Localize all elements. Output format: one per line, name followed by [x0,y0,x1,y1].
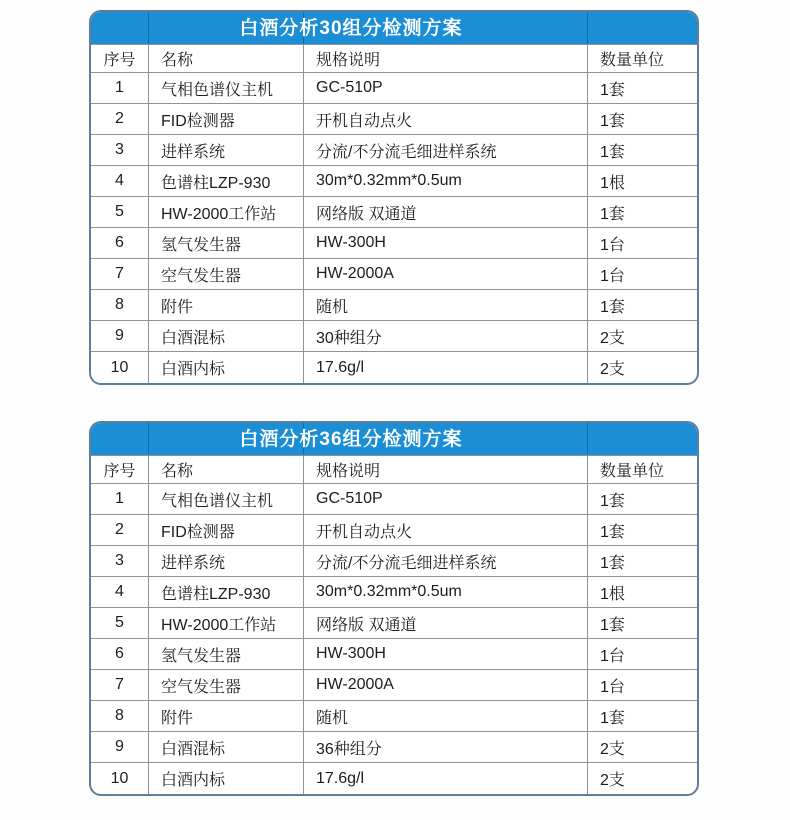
cell-index: 10 [91,763,149,794]
table-row [91,546,697,577]
cell-index: 5 [91,608,149,638]
col-header-qty: 数量单位 [600,463,665,480]
cell-spec: 随机 [304,701,588,731]
table-row [91,484,697,515]
cell-name: FID检测器 [149,104,304,134]
cell-spec: HW-2000A [304,259,588,289]
cell-index: 4 [91,166,149,196]
cell-index: 7 [91,259,149,289]
col-header-name: 名称 [149,456,304,483]
cell-name: HW-2000工作站 [149,608,304,638]
cell-qty: 2支 [600,740,625,758]
plan-table-30-components [89,10,699,385]
cell-qty: 1套 [600,112,625,130]
cell-index: 7 [91,670,149,700]
cell-index: 8 [91,701,149,731]
cell-index: 3 [91,546,149,576]
cell-spec: 17.6g/l [304,763,588,794]
table-row [91,732,697,763]
cell-spec: 随机 [304,290,588,320]
table-row [91,73,697,104]
cell-spec: 30m*0.32mm*0.5um [304,577,588,607]
col-header-name: 名称 [149,45,304,72]
table-body [91,73,697,383]
cell-qty: 1套 [600,205,625,223]
cell-spec: 分流/不分流毛细进样系统 [304,546,588,576]
cell-name: 附件 [149,290,304,320]
cell-spec: GC-510P [304,484,588,514]
cell-spec: 网络版 双通道 [304,197,588,227]
table-row [91,135,697,166]
cell-name: 气相色谱仪主机 [149,484,304,514]
col-header-qty: 数量单位 [600,52,665,69]
cell-qty: 1套 [600,709,625,727]
cell-spec: 36种组分 [304,732,588,762]
cell-name: 空气发生器 [149,259,304,289]
cell-spec: HW-300H [304,228,588,258]
cell-name: 色谱柱LZP-930 [149,577,304,607]
cell-name: 白酒混标 [149,321,304,351]
cell-spec: 17.6g/l [304,352,588,383]
table-row [91,701,697,732]
cell-spec: GC-510P [304,73,588,103]
table-title: 白酒分析36组分检测方案 [239,429,463,450]
col-header-spec: 规格说明 [304,456,588,483]
cell-spec: 网络版 双通道 [304,608,588,638]
col-header-index: 序号 [91,456,149,483]
cell-name: 附件 [149,701,304,731]
cell-name: 白酒内标 [149,352,304,383]
cell-name: 白酒内标 [149,763,304,794]
cell-qty: 1根 [600,585,625,603]
cell-name: FID检测器 [149,515,304,545]
cell-index: 3 [91,135,149,165]
table-row [91,166,697,197]
table-title: 白酒分析30组分检测方案 [239,18,463,39]
cell-index: 9 [91,321,149,351]
col-header-index: 序号 [91,45,149,72]
cell-name: 空气发生器 [149,670,304,700]
cell-qty: 1套 [600,492,625,510]
table-row [91,197,697,228]
table-row [91,228,697,259]
cell-name: 氢气发生器 [149,228,304,258]
cell-index: 2 [91,104,149,134]
table-header-row [91,456,697,484]
table-row [91,259,697,290]
cell-qty: 1台 [600,647,625,665]
table-row [91,321,697,352]
cell-qty: 2支 [600,361,625,378]
cell-qty: 1套 [600,616,625,634]
table-row [91,515,697,546]
cell-qty: 1套 [600,143,625,161]
cell-index: 4 [91,577,149,607]
table-row [91,290,697,321]
cell-spec: HW-300H [304,639,588,669]
cell-qty: 1套 [600,298,625,316]
cell-qty: 1套 [600,523,625,541]
table-row [91,763,697,794]
table-row [91,608,697,639]
cell-index: 5 [91,197,149,227]
cell-name: 白酒混标 [149,732,304,762]
table-row [91,639,697,670]
cell-qty: 1套 [600,81,625,99]
cell-name: 进样系统 [149,135,304,165]
cell-index: 9 [91,732,149,762]
table-header-row [91,45,697,73]
cell-qty: 1根 [600,174,625,192]
cell-qty: 1套 [600,554,625,572]
table-title-bar [91,423,697,456]
cell-spec: 开机自动点火 [304,515,588,545]
cell-index: 2 [91,515,149,545]
table-row [91,104,697,135]
cell-index: 10 [91,352,149,383]
cell-name: HW-2000工作站 [149,197,304,227]
cell-spec: 30m*0.32mm*0.5um [304,166,588,196]
cell-name: 氢气发生器 [149,639,304,669]
cell-index: 1 [91,484,149,514]
table-body [91,484,697,794]
table-title-bar [91,12,697,45]
cell-qty: 1台 [600,678,625,696]
cell-name: 气相色谱仪主机 [149,73,304,103]
cell-name: 进样系统 [149,546,304,576]
cell-qty: 1台 [600,267,625,285]
plan-table-36-components [89,421,699,796]
cell-spec: 30种组分 [304,321,588,351]
table-row [91,670,697,701]
cell-index: 1 [91,73,149,103]
cell-spec: 分流/不分流毛细进样系统 [304,135,588,165]
cell-index: 6 [91,639,149,669]
table-row [91,352,697,383]
cell-index: 8 [91,290,149,320]
cell-name: 色谱柱LZP-930 [149,166,304,196]
cell-qty: 2支 [600,772,625,789]
cell-index: 6 [91,228,149,258]
table-row [91,577,697,608]
cell-qty: 1台 [600,236,625,254]
cell-spec: 开机自动点火 [304,104,588,134]
col-header-spec: 规格说明 [304,45,588,72]
cell-qty: 2支 [600,329,625,347]
cell-spec: HW-2000A [304,670,588,700]
